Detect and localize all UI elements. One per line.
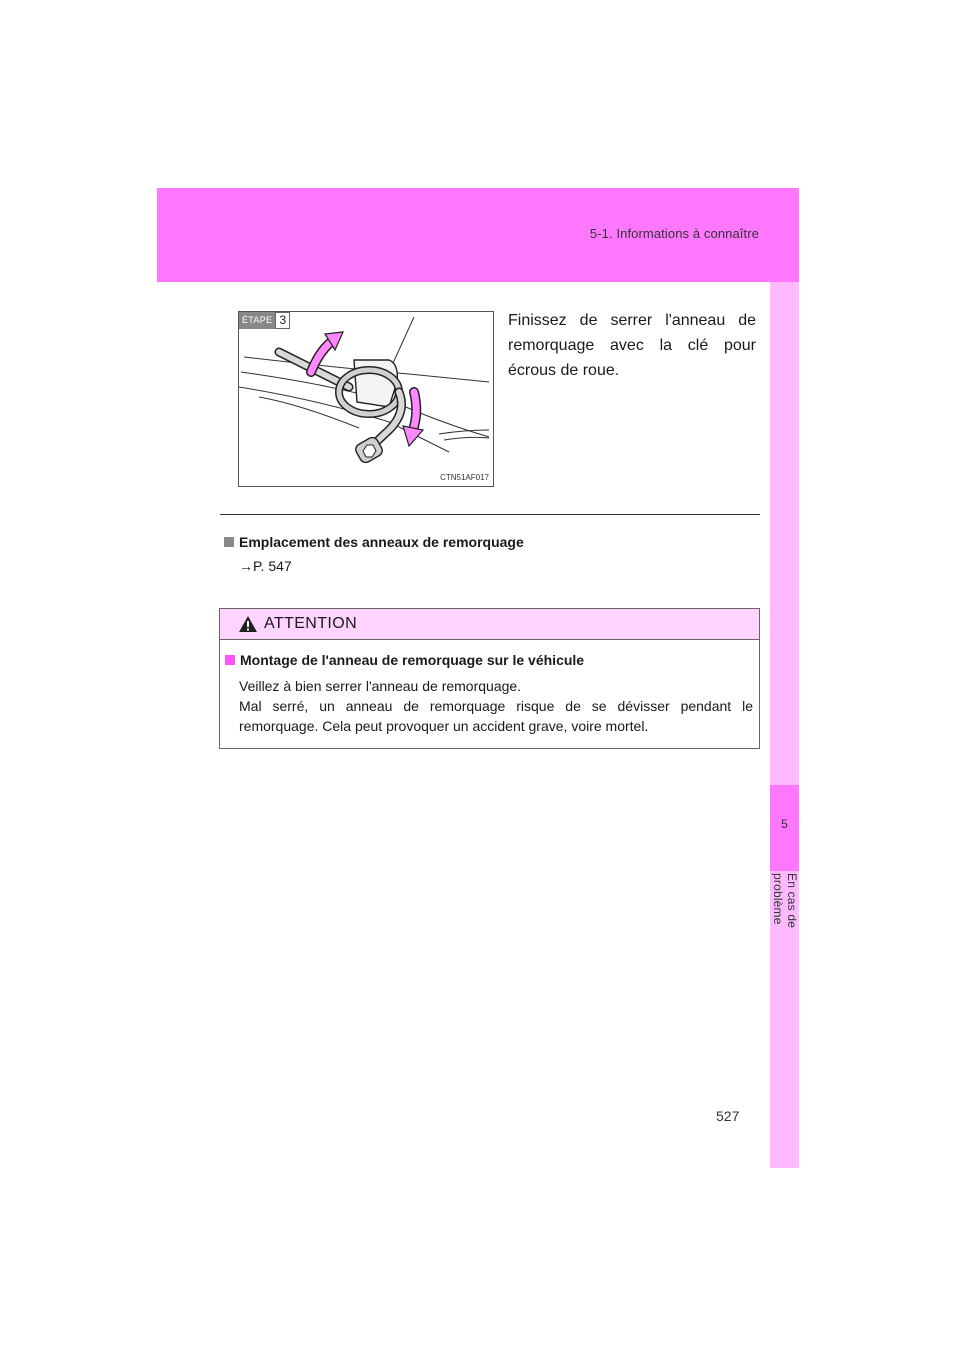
chapter-tab xyxy=(770,785,799,871)
warning-box xyxy=(219,608,760,749)
wrench-illustration xyxy=(239,312,494,487)
warning-body xyxy=(239,676,753,736)
section-title: 5-1. Informations à connaître xyxy=(589,226,759,241)
warning-subheading xyxy=(225,652,584,668)
step-instruction: Finissez de serrer l'anneau de remorquage avec la clé pour écrous de roue. xyxy=(508,312,756,379)
step-word: ÉTAPE xyxy=(239,312,275,329)
step-illustration xyxy=(238,311,494,487)
section-divider xyxy=(220,514,760,515)
subsection-heading-text: Emplacement des anneaux de remorquage xyxy=(239,534,524,550)
warning-title: ATTENTION xyxy=(264,615,358,632)
page-reference: →P. 547 xyxy=(239,558,292,574)
header-band xyxy=(157,188,799,282)
chapter-label: En cas de problème xyxy=(771,873,799,929)
warning-subheading-text: Montage de l'anneau de remorquage sur le véhicule xyxy=(240,652,585,668)
warning-header xyxy=(220,609,759,640)
step-number: 3 xyxy=(275,312,290,329)
warning-triangle-icon xyxy=(238,615,258,633)
warning-line: Veillez à bien serrer l'anneau de remorquage. xyxy=(239,678,522,694)
square-bullet-icon xyxy=(224,537,234,547)
chapter-number: 5 xyxy=(781,817,788,831)
figure-code: CTN51AF017 xyxy=(440,473,489,482)
square-bullet-icon xyxy=(225,655,235,665)
warning-line: Mal serré, un anneau de remorquage risque de se dévisser pendant le remorquage. Cela peut provoquer un accident grave, voire mortel. xyxy=(239,698,753,734)
subsection-heading xyxy=(224,534,524,550)
page-number: 527 xyxy=(716,1108,740,1124)
step-badge xyxy=(239,312,290,329)
side-tab xyxy=(770,282,799,1168)
